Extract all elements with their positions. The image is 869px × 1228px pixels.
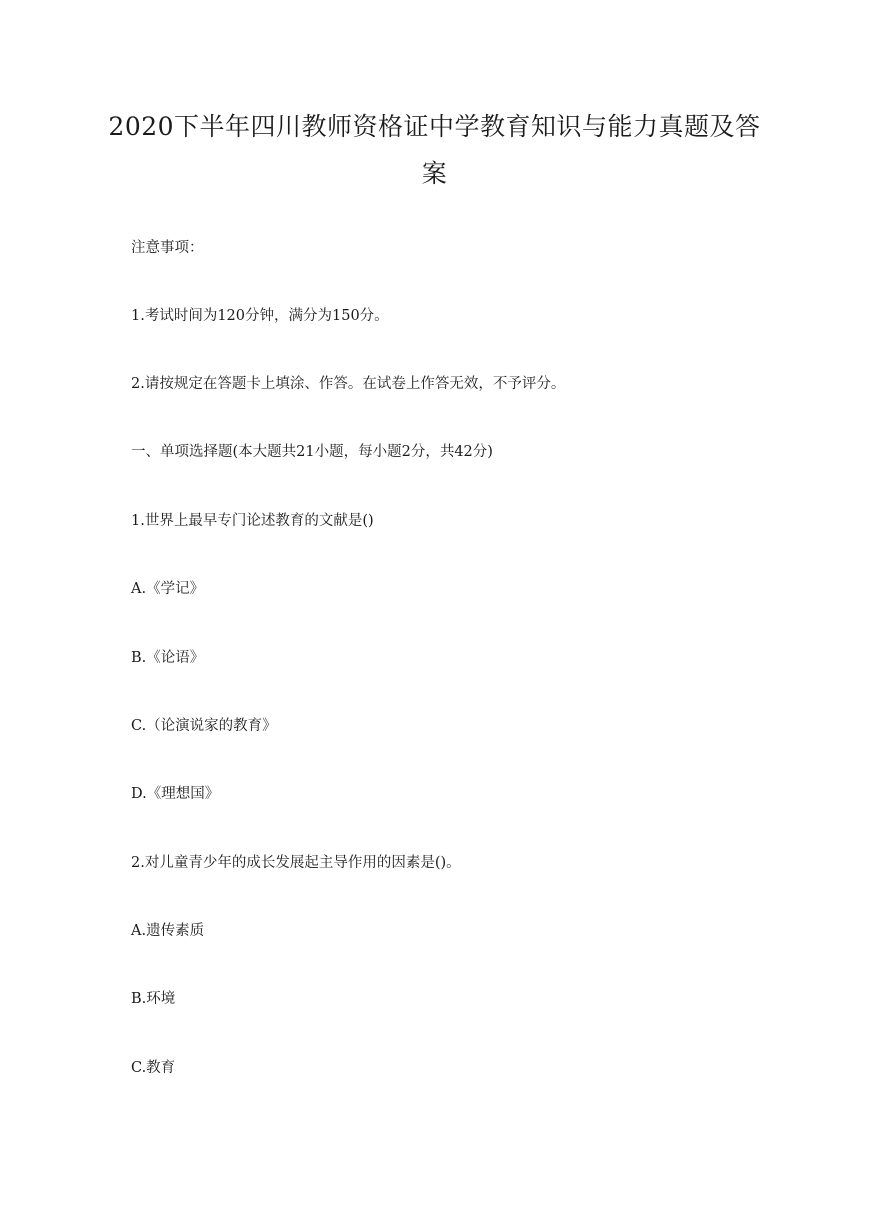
notice-item-2: 2.请按规定在答题卡上填涂、作答。在试卷上作答无效，不予评分。 (131, 376, 566, 392)
question-2-stem: 2.对儿童青少年的成长发展起主导作用的因素是()。 (131, 855, 461, 871)
question-2-option-a: A.遗传素质 (131, 923, 205, 939)
question-1-option-d: D.《理想国》 (131, 786, 220, 802)
document-title-line-2: 案 (421, 159, 448, 188)
question-2-option-c: C.教育 (131, 1060, 176, 1076)
notice-item-1: 1.考试时间为120分钟，满分为150分。 (131, 308, 389, 324)
section-heading: 一、单项选择题(本大题共21小题，每小题2分，共42分) (131, 444, 493, 460)
document-title-line-1: 2020下半年四川教师资格证中学教育知识与能力真题及答 (108, 112, 761, 141)
question-2-option-b: B.环境 (131, 991, 176, 1007)
question-1-option-c: C.（论演说家的教育》 (131, 718, 277, 734)
notice-heading: 注意事项： (131, 240, 204, 256)
question-1-option-a: A.《学记》 (131, 581, 205, 597)
question-1-option-b: B.《论语》 (131, 650, 205, 666)
question-1-stem: 1.世界上最早专门论述教育的文献是() (131, 513, 374, 529)
